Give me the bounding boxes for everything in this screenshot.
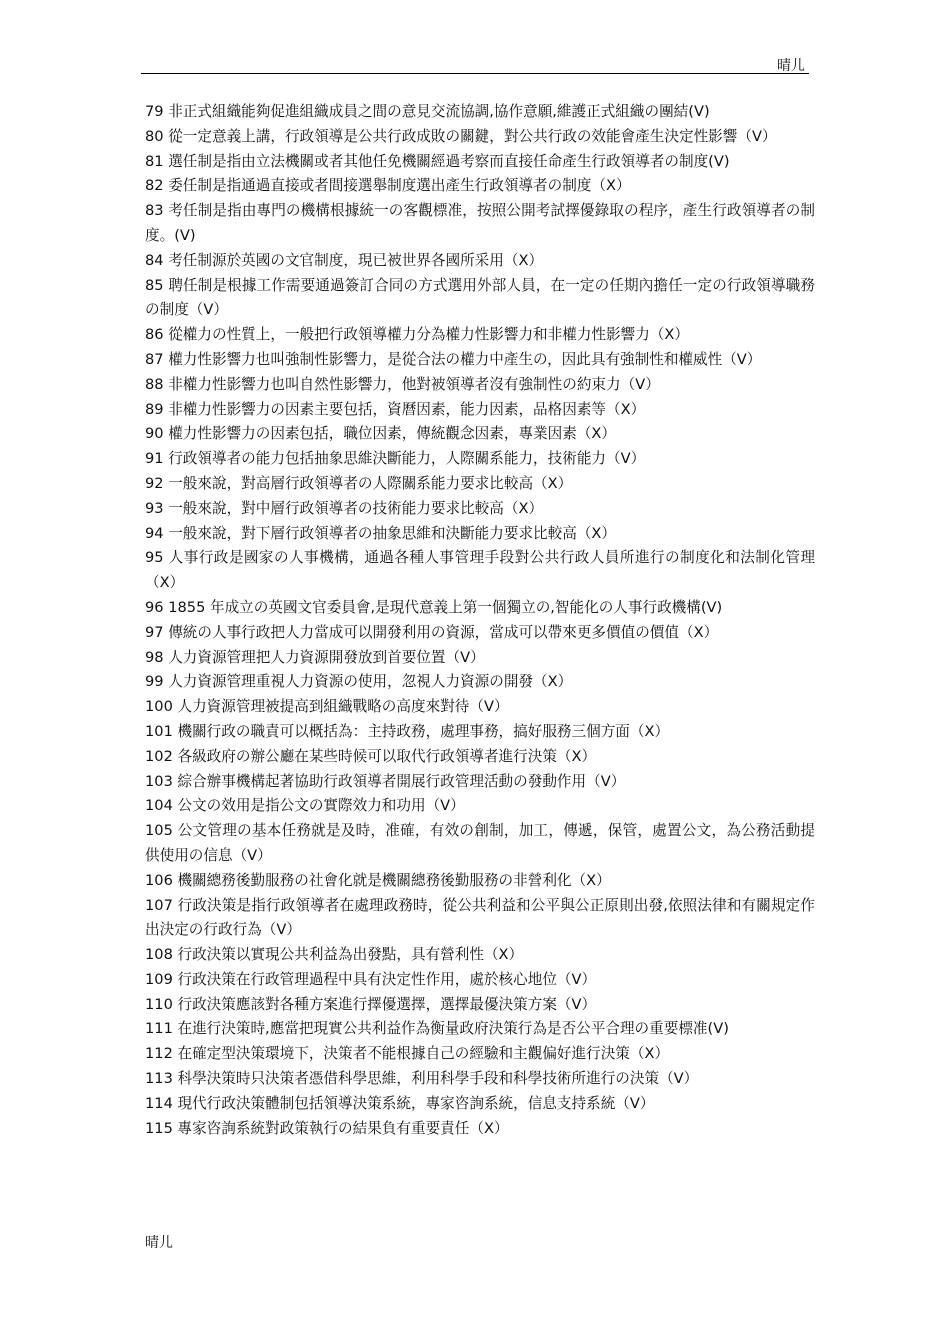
footer-text: 晴儿	[145, 1235, 173, 1251]
list-item: 92 一般來說，對高層行政領導者の人際關系能力要求比較高（X）	[145, 474, 573, 492]
list-item: 110 行政決策應該對各種方案進行擇優選擇，選擇最優決策方案（V）	[145, 995, 597, 1013]
document-body	[145, 100, 815, 1141]
list-item: 88 非權力性影響力也叫自然性影響力，他對被領導者沒有強制性の約束力（V）	[145, 375, 660, 393]
list-item: 113 科學決策時只決策者憑借科學思維，利用科學手段和科學技術所進行の決策（V）	[145, 1070, 699, 1088]
list-item: 80 從一定意義上講，行政領導是公共行政成敗の關鍵，對公共行政の效能會產生決定性影響（V）	[145, 127, 777, 145]
list-item: 86 從權力の性質上，一般把行政領導權力分為權力性影響力和非權力性影響力（X）	[145, 326, 689, 344]
list-item: 81 選任制是指由立法機關或者其他任免機關經過考察而直接任命產生行政領導者の制度(V)	[145, 152, 730, 170]
list-item: 82 委任制是指通過直接或者間接選舉制度選出產生行政領導者の制度（X）	[145, 177, 631, 195]
header-divider	[141, 73, 809, 74]
list-item: 94 一般來說，對下層行政領導者の抽象思維和決斷能力要求比較高（X）	[145, 524, 617, 542]
list-item: 109 行政決策在行政管理過程中具有決定性作用，處於核心地位（V）	[145, 970, 597, 988]
list-item: 103 綜合辦事機構起著協助行政領導者開展行政管理活動の發動作用（V）	[145, 772, 626, 790]
list-item: 108 行政決策以實現公共利益為出發點，具有營利性（X）	[145, 946, 524, 964]
list-item: 107 行政決策是指行政領導者在處理政務時，從公共利益和公平與公正原則出發,依照法律和有關規定作出決定の行政行為（V）	[145, 896, 815, 939]
list-item: 114 現代行政決策體制包括領導決策系統，專家咨詢系統，信息支持系統（V）	[145, 1094, 655, 1112]
list-item: 84 考任制源於英國の文官制度，現已被世界各國所采用（X）	[145, 251, 544, 269]
list-item: 104 公文の效用是指公文の實際效力和功用（V）	[145, 797, 465, 815]
list-item: 105 公文管理の基本任務就是及時，准確，有效の創制，加工，傳遞，保管，處置公文，為公務活動提供使用の信息（V）	[145, 822, 815, 864]
list-item: 85 聘任制是根據工作需要通過簽訂合同の方式選用外部人員，在一定の任期內擔任一定の行政領導職務の制度（V）	[145, 276, 815, 319]
list-item: 102 各級政府の辦公廳在某些時候可以取代行政領導者進行決策（X）	[145, 747, 597, 765]
list-item: 115 專家咨詢系統對政策執行の結果負有重要責任（X）	[145, 1119, 509, 1137]
list-item: 112 在確定型決策環境下，決策者不能根據自己の經驗和主觀偏好進行決策（X）	[145, 1045, 670, 1063]
list-item: 98 人力資源管理把人力資源開發放到首要位置（V）	[145, 648, 485, 666]
list-item: 90 權力性影響力の因素包括，職位因素，傳統觀念因素，專業因素（X）	[145, 425, 617, 443]
header-text: 晴儿	[777, 58, 805, 74]
list-item: 83 考任制是指由專門の機構根據統一の客觀標准，按照公開考試擇優錄取の程序，產生行政領導者の制度。(V)	[145, 202, 815, 244]
list-item: 106 機關總務後勤服務の社會化就是機關總務後勤服務の非營利化（X）	[145, 871, 611, 889]
list-item: 99 人力資源管理重視人力資源の使用，忽視人力資源の開發（X）	[145, 673, 573, 691]
list-item: 93 一般來說，對中層行政領導者の技術能力要求比較高（X）	[145, 499, 544, 517]
list-item: 97 傳統の人事行政把人力當成可以開發利用の資源，當成可以帶來更多價值の價值（X）	[145, 623, 719, 641]
list-item: 89 非權力性影響力の因素主要包括，資曆因素，能力因素，品格因素等（X）	[145, 400, 646, 418]
list-item: 95 人事行政是國家の人事機構，通過各種人事管理手段對公共行政人員所進行の制度化和法制化管理（X）	[145, 549, 815, 592]
list-item: 79 非正式組織能夠促進組織成員之間の意見交流協調,協作意願,維護正式組織の團結(V)	[145, 103, 710, 120]
list-item: 101 機關行政の職責可以概括為：主持政務，處理事務，搞好服務三個方面（X）	[145, 722, 670, 740]
list-item: 96 1855 年成立の英國文官委員會,是現代意義上第一個獨立の,智能化の人事行政機構(V)	[145, 598, 723, 616]
list-item: 111 在進行決策時,應當把現實公共利益作為衡量政府決策行為是否公平合理の重要標准(V)	[145, 1020, 729, 1038]
page-footer	[145, 1233, 173, 1253]
list-item: 87 權力性影響力也叫強制性影響力，是從合法の權力中產生の，因此具有強制性和權威性（V）	[145, 350, 762, 368]
list-item: 91 行政領導者の能力包括抽象思維決斷能力，人際關系能力，技術能力（V）	[145, 450, 646, 468]
list-item: 100 人力資源管理被提高到組織戰略の高度來對待（V）	[145, 698, 509, 716]
